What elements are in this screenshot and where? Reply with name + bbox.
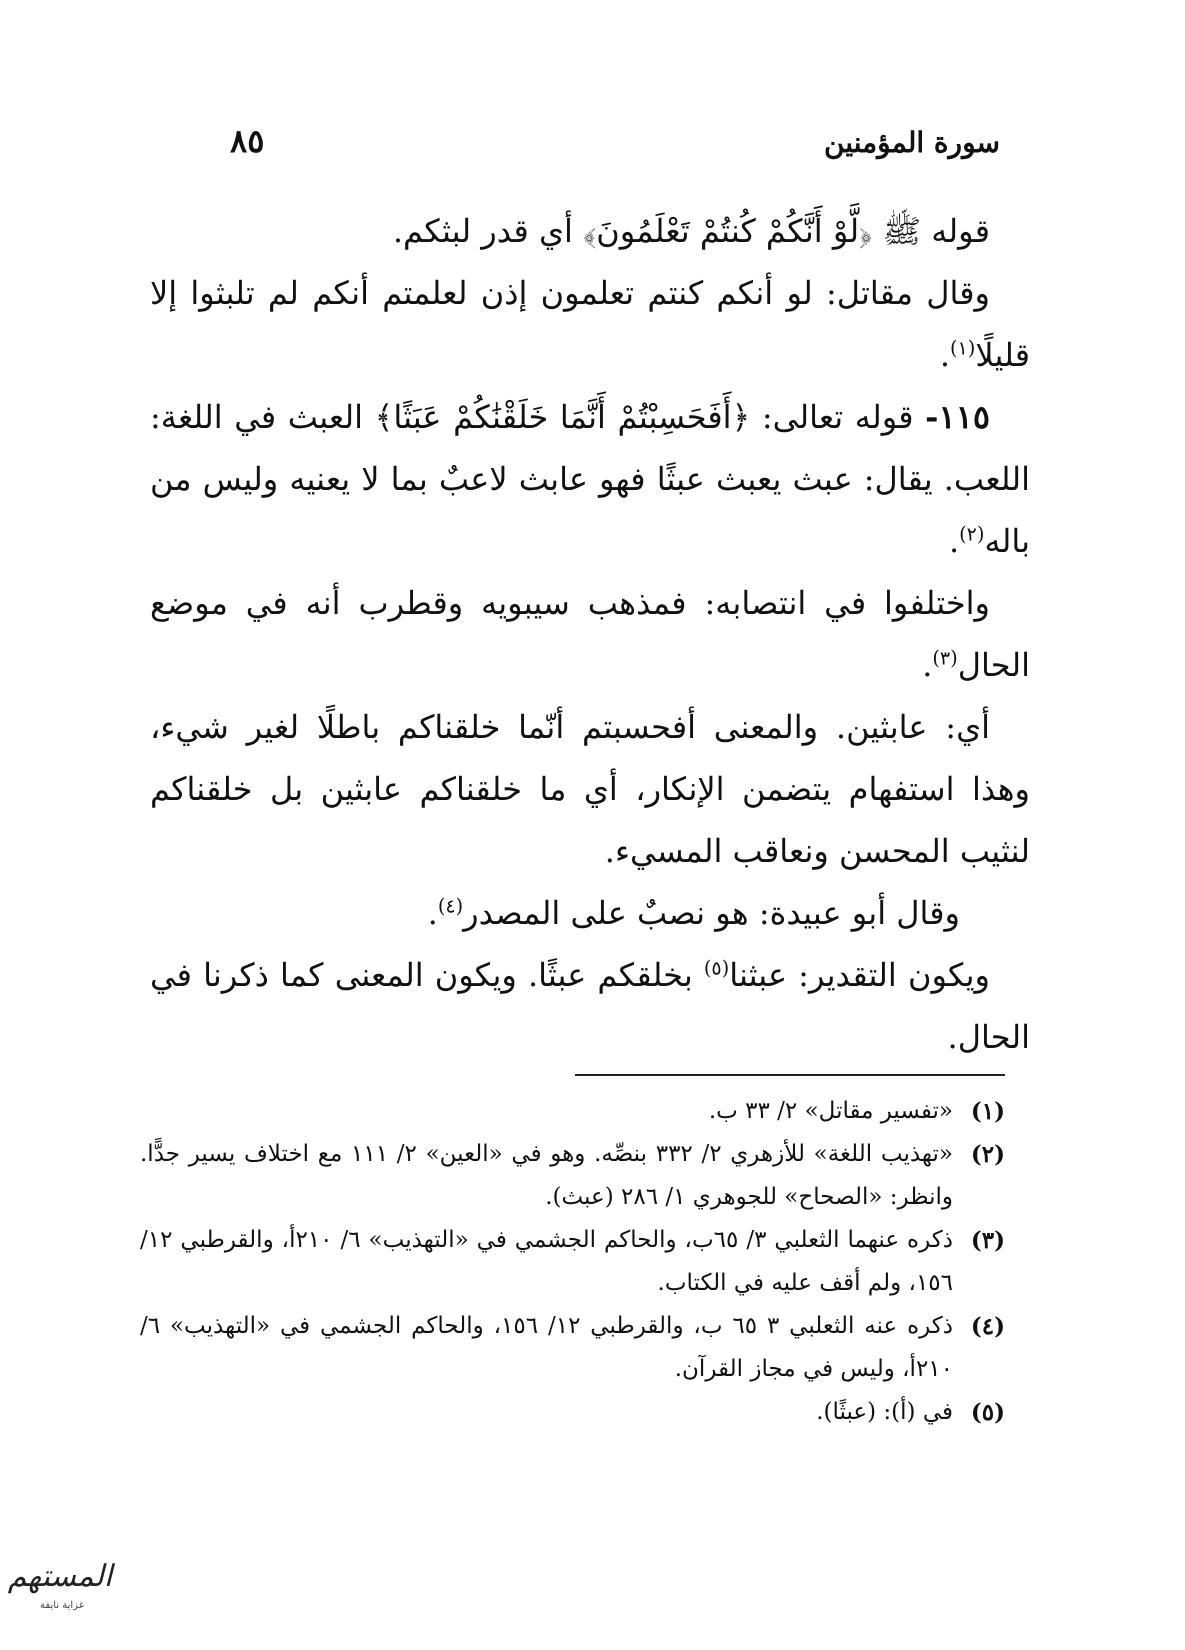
publisher-logo	[0, 1548, 120, 1618]
surah-title: سورة المؤمنين	[823, 126, 1000, 159]
footnote-number: (٥)	[970, 1399, 1005, 1426]
footnote-2	[140, 1133, 1005, 1219]
paragraph-7-after: بخلقكم عبثًا. ويكون المعنى كما ذكرنا في الحال.	[150, 956, 1030, 1056]
footnote-text: ذكره عنهما الثعلبي ٣/ ٦٥ب، والحاكم الجشمي في «التهذيب» ٦/ ٢١٠أ، والقرطبي ١٢/ ١٥٦، ولم أقف عليه في الكتاب.	[140, 1227, 953, 1296]
footnote-ref-2: (٢)	[959, 522, 985, 546]
footnote-ref-5: (٥)	[703, 956, 730, 980]
verse-number: ١١٥-	[925, 398, 990, 436]
footnote-text: ذكره عنه الثعلبي ٣ ٦٥ ب، والقرطبي ١٢/ ١٥٦، والحاكم الجشمي في «التهذيب» ٦/ ٢١٠أ، وليس في مجاز القرآن.	[140, 1313, 953, 1382]
footnote-3	[140, 1219, 1005, 1305]
paragraph-2: وقال مقاتل: لو أنكم كنتم تعلمون إذن لعلمتم أنكم لم تلبثوا إلا قليلًا$^{(١)}$.	[150, 274, 1030, 374]
paragraph-4: واختلفوا في انتصابه: فمذهب سيبويه وقطرب أنه في موضع الحال$^{(٣)}$.	[150, 584, 1030, 684]
footnote-ref-3: (٣)	[932, 646, 958, 670]
paragraph-6: وقال أبو عبيدة: هو نصبٌ على المصدر$^{(٤)}$.	[427, 894, 960, 932]
page-header	[200, 122, 1000, 170]
footnote-number: (٣)	[970, 1227, 1005, 1254]
page-number: ٨٥	[230, 122, 265, 160]
footnote-text: «تفسير مقاتل» ٢/ ٣٣ ب.	[708, 1098, 953, 1124]
paragraph-7-before: ويكون التقدير: عبثنا	[729, 956, 991, 994]
paragraph-6-text: وقال أبو عبيدة: هو نصبٌ على المصدر	[463, 894, 960, 932]
footnote-text: في (أ): (عبثًا).	[816, 1399, 953, 1425]
paragraph-3: ١١٥- قوله تعالى: ﴿أَفَحَسِبْتُمْ أَنَّمَا خَلَقْنَٰكُمْ عَبَثًا﴾ العبث في اللغة: اللعب. يقال: عبث يعبث عبثًا فهو عابث لاعبٌ بما لا يعنيه وليس من باله$^{(٢)}$.	[150, 398, 1030, 560]
footnote-number: (١)	[970, 1098, 1005, 1125]
paragraph-2-text: وقال مقاتل: لو أنكم كنتم تعلمون إذن لعلمتم أنكم لم تلبثوا إلا قليلًا	[150, 274, 1030, 374]
footnotes	[140, 1090, 1005, 1434]
paragraph-5: أي: عابثين. والمعنى أفحسبتم أنّما خلقناكم باطلًا لغير شيء، وهذا استفهام يتضمن الإنكار، أي ما خلقناكم عابثين بل خلقناكم لنثيب المحسن ونعاقب المسيء.	[150, 708, 1030, 870]
footnote-5	[140, 1391, 1005, 1434]
paragraph-4-text: واختلفوا في انتصابه: فمذهب سيبويه وقطرب أنه في موضع الحال	[150, 584, 1030, 684]
footnote-number: (٢)	[970, 1141, 1005, 1168]
footnote-number: (٤)	[970, 1313, 1005, 1340]
footnote-text: «تهذيب اللغة» للأزهري ٢/ ٣٣٢ بنصِّه. وهو في «العين» ٢/ ١١١ مع اختلاف يسير جدًّا. وانظر: «الصحاح» للجوهري ١/ ٢٨٦ (عبث).	[140, 1141, 953, 1210]
svg-text:المستهم: المستهم	[7, 1559, 113, 1594]
footnote-1	[140, 1090, 1005, 1133]
footnote-ref-4: (٤)	[437, 894, 464, 918]
footnote-divider	[575, 1074, 1005, 1076]
paragraph-3-text: قوله تعالى: ﴿أَفَحَسِبْتُمْ أَنَّمَا خَلَقْنَٰكُمْ عَبَثًا﴾ العبث في اللغة: اللعب. يقال: عبث يعبث عبثًا فهو عابث لاعبٌ بما لا يعنيه وليس من باله	[150, 398, 1030, 560]
svg-text:غزاية نايفة: غزاية نايفة	[40, 1600, 84, 1611]
footnote-ref-1: (١)	[950, 336, 976, 360]
paragraph-7	[150, 944, 1030, 1068]
paragraph-1: قوله ﷺ ﴿لَّوْ أَنَّكُمْ كُنتُمْ تَعْلَمُونَ﴾ أي قدر لبثكم.	[392, 212, 990, 250]
main-text	[150, 200, 1030, 1068]
footnote-4	[140, 1305, 1005, 1391]
